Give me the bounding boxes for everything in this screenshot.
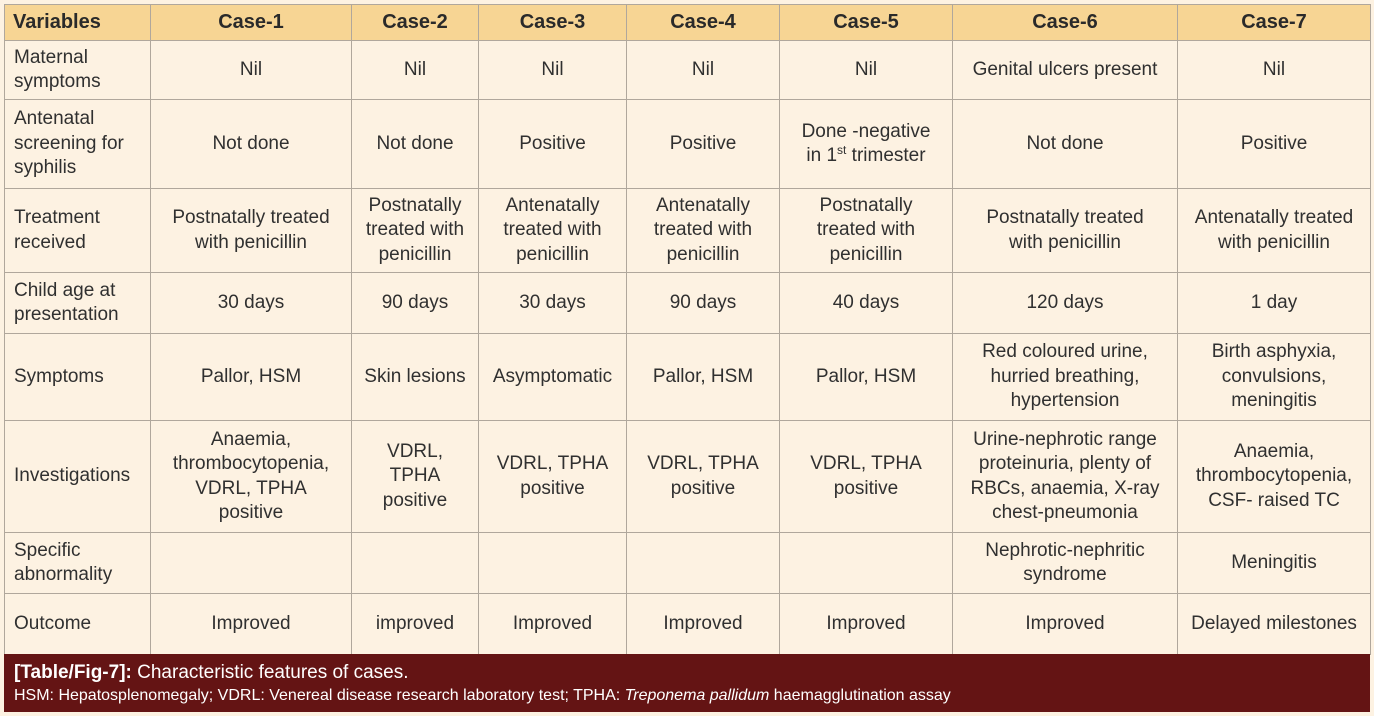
table-cell xyxy=(953,334,1178,421)
table-cell xyxy=(352,273,479,334)
caption-title: Characteristic features of cases. xyxy=(137,662,409,683)
table-cell xyxy=(151,334,352,421)
cell-line: positive xyxy=(520,477,585,499)
cell-line: positive xyxy=(218,502,284,523)
cell-line: Anaemia, xyxy=(210,428,292,450)
table-cell xyxy=(151,594,352,655)
cell-line: Birth asphyxia, xyxy=(1211,341,1337,363)
table-cell xyxy=(151,533,352,594)
cell-line: VDRL, TPHA xyxy=(195,477,307,499)
header-case-6: Case-6 xyxy=(953,5,1178,41)
cell-line: positive xyxy=(670,477,736,499)
cell-line: Improved xyxy=(1025,612,1105,634)
row-label xyxy=(5,41,151,100)
row-child-age xyxy=(5,273,1371,334)
table-caption xyxy=(4,654,1370,712)
cell-line: Investigations xyxy=(14,465,131,487)
cell-line: thrombocytopenia, xyxy=(172,453,330,474)
table-cell xyxy=(151,41,352,100)
cell-line: Postnatally treated xyxy=(986,207,1144,228)
table-cell xyxy=(479,273,627,334)
header-case-7: Case-7 xyxy=(1178,5,1371,41)
cell-line: Outcome xyxy=(14,612,92,634)
cell-line: syphilis xyxy=(14,157,77,179)
cell-line: received xyxy=(14,231,86,253)
cell-line: Positive xyxy=(1240,132,1308,154)
cell-line: Not done xyxy=(212,132,290,154)
table-cell xyxy=(352,594,479,655)
cell-line: abnormality xyxy=(14,564,113,585)
cell-line: Meningitis xyxy=(1231,551,1317,573)
ordinal-superscript: st xyxy=(837,143,847,157)
table-cell-case5-screening xyxy=(780,100,953,189)
table-cell xyxy=(953,41,1178,100)
table-cell xyxy=(151,100,352,189)
cell-line: hypertension xyxy=(1010,390,1120,412)
table-cell xyxy=(953,189,1178,273)
table-cell xyxy=(780,273,953,334)
table-cell xyxy=(352,100,479,189)
row-symptoms xyxy=(5,334,1371,421)
footnote-species: Treponema pallidum xyxy=(624,687,770,704)
characteristics-table xyxy=(4,4,1371,655)
table-cell xyxy=(780,189,953,273)
cell-line: penicillin xyxy=(378,243,452,265)
row-label xyxy=(5,273,151,334)
table-cell xyxy=(479,100,627,189)
table-cell xyxy=(1178,533,1371,594)
cell-line: RBCs, anaemia, X-ray xyxy=(970,477,1160,499)
table-cell xyxy=(780,41,953,100)
cell-line: VDRL, TPHA xyxy=(647,453,759,474)
cell-line: 90 days xyxy=(381,291,449,313)
row-label xyxy=(5,334,151,421)
cell-line: 30 days xyxy=(519,291,586,313)
table-cell xyxy=(627,533,780,594)
table-cell xyxy=(1178,100,1371,189)
cell-line: Pallor, HSM xyxy=(652,365,754,387)
cell-line: penicillin xyxy=(666,243,740,265)
cell-line: VDRL, xyxy=(387,440,443,462)
cell-line: symptoms xyxy=(14,71,101,92)
cell-line: treated with xyxy=(365,219,465,241)
cell-line: convulsions, xyxy=(1221,365,1327,387)
cell-line: Antenatally xyxy=(505,194,600,216)
cell-line: treated with xyxy=(653,219,753,241)
header-case-5: Case-5 xyxy=(780,5,953,41)
table-cell xyxy=(953,533,1178,594)
cell-line: Not done xyxy=(376,132,454,154)
cell-line: thrombocytopenia, xyxy=(1195,465,1353,487)
cell-line: 40 days xyxy=(832,291,900,313)
row-label xyxy=(5,533,151,594)
cell-line: treated with xyxy=(503,219,602,241)
row-label xyxy=(5,421,151,533)
cell-line: Asymptomatic xyxy=(492,365,613,387)
table-cell xyxy=(780,533,953,594)
cell-line: improved xyxy=(375,612,455,634)
header-variables: Variables xyxy=(5,5,151,41)
cell-line: 30 days xyxy=(217,291,285,313)
cell-line: Nil xyxy=(239,58,263,80)
cell-line: Done -negative xyxy=(801,120,931,142)
table-cell xyxy=(479,421,627,533)
table-cell xyxy=(352,533,479,594)
cell-line: Pallor, HSM xyxy=(815,365,917,387)
table-cell xyxy=(479,594,627,655)
cell-line: treated with xyxy=(816,219,916,241)
cell-line: hurried breathing, xyxy=(990,365,1140,387)
cell-line: Not done xyxy=(1026,132,1104,154)
cell-line: TPHA xyxy=(389,465,441,487)
cell-line: with penicillin xyxy=(195,231,307,253)
footnote-text: HSM: Hepatosplenomegaly; VDRL: Venereal disease research laboratory test; TPHA: xyxy=(14,687,625,704)
footnote-text-end: haemagglutination assay xyxy=(769,687,951,704)
row-maternal-symptoms xyxy=(5,41,1371,100)
cell-line: Nil xyxy=(403,58,427,80)
table-cell xyxy=(1178,334,1371,421)
row-treatment xyxy=(5,189,1371,273)
table-cell xyxy=(780,421,953,533)
row-specific-abnormality xyxy=(5,533,1371,594)
cell-line: Anaemia, xyxy=(1233,440,1315,462)
table-cell xyxy=(1178,421,1371,533)
cell-line: VDRL, TPHA xyxy=(496,453,609,474)
table-cell xyxy=(627,189,780,273)
header-case-2: Case-2 xyxy=(352,5,479,41)
cell-line: chest-pneumonia xyxy=(992,502,1138,523)
table-cell xyxy=(953,594,1178,655)
caption-footnote xyxy=(14,685,1370,707)
cell-line-post: trimester xyxy=(846,145,926,166)
header-case-3: Case-3 xyxy=(479,5,627,41)
cell-line: proteinuria, plenty of xyxy=(978,453,1152,474)
table-cell xyxy=(352,41,479,100)
table-cell xyxy=(953,100,1178,189)
row-antenatal-screening xyxy=(5,100,1371,189)
cell-line: Antenatal xyxy=(14,108,95,130)
cell-line: penicillin xyxy=(516,243,589,265)
cell-line: penicillin xyxy=(829,243,903,265)
cell-line: screening for xyxy=(14,132,124,154)
table-cell xyxy=(953,421,1178,533)
header-case-1: Case-1 xyxy=(151,5,352,41)
cell-line: presentation xyxy=(14,304,119,325)
cell-line: Treatment xyxy=(14,207,100,228)
caption-title-line xyxy=(14,660,1370,685)
cell-line: Improved xyxy=(211,612,291,634)
cell-line: meningitis xyxy=(1231,390,1317,412)
header-case-4: Case-4 xyxy=(627,5,780,41)
row-label xyxy=(5,594,151,655)
cell-line: with penicillin xyxy=(1218,231,1330,253)
cell-line: Improved xyxy=(512,612,593,634)
table-cell xyxy=(953,273,1178,334)
table-cell xyxy=(352,421,479,533)
row-investigations xyxy=(5,421,1371,533)
cell-line: Nephrotic-nephritic xyxy=(985,539,1145,561)
row-label xyxy=(5,100,151,189)
table-cell xyxy=(1178,273,1371,334)
cell-line: Skin lesions xyxy=(364,365,466,387)
table-cell xyxy=(627,594,780,655)
caption-label: [Table/Fig-7]: xyxy=(14,662,132,683)
table-cell xyxy=(479,334,627,421)
cell-line: Postnatally xyxy=(368,194,462,216)
cell-line: 90 days xyxy=(669,291,737,313)
table-cell xyxy=(1178,594,1371,655)
table-cell xyxy=(627,41,780,100)
cell-line: positive xyxy=(382,489,448,511)
cell-line: Postnatally xyxy=(819,194,913,216)
cell-line: Red coloured urine, xyxy=(982,341,1148,363)
cell-line: VDRL, TPHA xyxy=(810,453,922,474)
cell-line: syndrome xyxy=(1023,564,1107,585)
table-cell xyxy=(627,273,780,334)
table-cell xyxy=(151,189,352,273)
row-label xyxy=(5,189,151,273)
cell-line-pre: in 1 xyxy=(806,145,838,166)
cell-line: 1 day xyxy=(1250,291,1298,313)
cell-line: Specific xyxy=(14,539,81,561)
header-row xyxy=(5,5,1371,41)
table-cell xyxy=(352,189,479,273)
table-cell xyxy=(151,421,352,533)
cell-line: Improved xyxy=(826,612,906,634)
cell-line: Maternal xyxy=(14,46,88,68)
cell-line: CSF- raised TC xyxy=(1208,489,1340,511)
cell-line: Urine-nephrotic range xyxy=(973,428,1157,450)
cell-line: Antenatally treated xyxy=(1194,207,1354,228)
cell-line: Postnatally treated xyxy=(172,207,330,228)
table-cell xyxy=(627,100,780,189)
table-cell xyxy=(627,421,780,533)
table-cell xyxy=(479,41,627,100)
table-cell xyxy=(1178,189,1371,273)
cell-line: Pallor, HSM xyxy=(200,365,302,387)
table-cell xyxy=(780,594,953,655)
table-cell xyxy=(1178,41,1371,100)
cell-line: Genital ulcers present xyxy=(972,58,1158,80)
cell-line: Symptoms xyxy=(14,365,104,387)
cell-line: 120 days xyxy=(1026,291,1104,313)
table-cell xyxy=(479,533,627,594)
cell-line: Improved xyxy=(663,612,743,634)
cell-line: Nil xyxy=(691,58,715,80)
cell-line: Child age at xyxy=(14,279,116,301)
cell-line: Nil xyxy=(541,58,564,80)
cell-line: positive xyxy=(833,477,899,499)
table-cell xyxy=(151,273,352,334)
cell-line: Positive xyxy=(669,132,737,154)
row-outcome xyxy=(5,594,1371,655)
cell-line: Nil xyxy=(854,58,878,80)
cell-line: with penicillin xyxy=(1009,231,1121,253)
table-cell xyxy=(479,189,627,273)
table-cell xyxy=(627,334,780,421)
cell-line: Delayed milestones xyxy=(1191,612,1357,634)
cell-line: Nil xyxy=(1262,58,1286,80)
table-cell xyxy=(780,334,953,421)
table-cell xyxy=(352,334,479,421)
cell-line: Antenatally xyxy=(655,194,750,216)
cell-line: Positive xyxy=(519,132,586,154)
